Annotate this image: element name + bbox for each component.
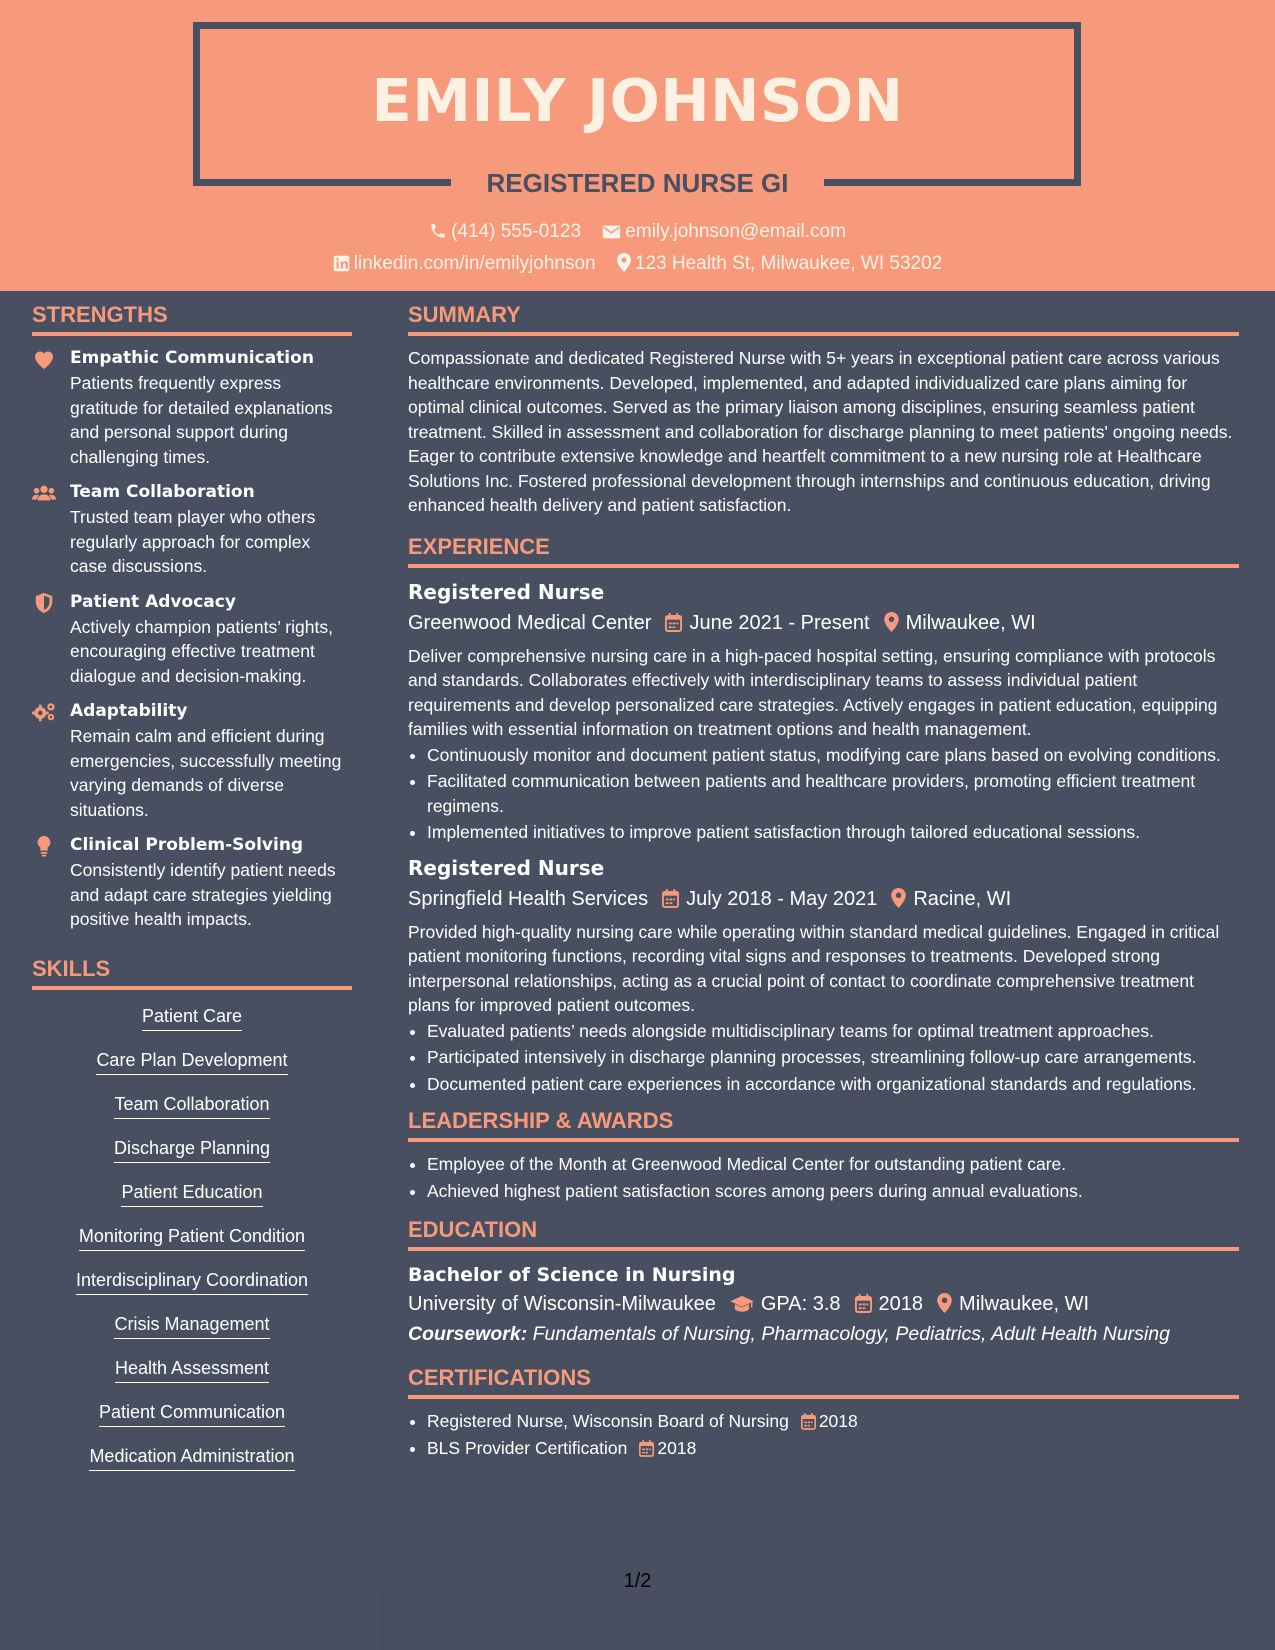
job-dates: July 2018 - May 2021 <box>686 887 878 910</box>
linkedin-contact[interactable] <box>333 251 596 277</box>
strength-title: Clinical Problem-Solving <box>70 835 304 855</box>
job-bullet: • Documented patient care experiences in accordance with organizational standards and regulations. <box>427 1072 1239 1097</box>
job-title: Registered Nurse <box>408 579 605 604</box>
job-bullets <box>408 743 1239 845</box>
linkedin-icon <box>333 255 350 272</box>
users-icon <box>32 482 56 504</box>
education-meta <box>408 1289 1239 1319</box>
skill-tag: Care Plan Development <box>96 1048 287 1075</box>
right-column <box>408 300 1239 1462</box>
job-meta <box>408 884 1239 914</box>
phone-text: (414) 555-0123 <box>451 221 582 242</box>
certification-year: 2018 <box>657 1437 697 1458</box>
calendar-icon <box>665 613 682 632</box>
coursework-list: Fundamentals of Nursing, Pharmacology, Pediatrics, Adult Health Nursing <box>532 1323 1170 1345</box>
job-title-heading: REGISTERED NURSE GI <box>486 168 789 198</box>
map-pin-icon <box>937 1293 952 1313</box>
strength-item <box>32 699 352 822</box>
leadership-item: • Achieved highest patient satisfaction scores among peers during annual evaluations. <box>427 1179 1239 1204</box>
coursework <box>408 1319 1239 1349</box>
calendar-icon <box>662 889 679 908</box>
job-bullet: • Facilitated communication between patients and healthcare providers, promoting efficient treatment regimens. <box>427 769 1239 818</box>
strength-item <box>32 590 352 689</box>
certifications-heading: CERTIFICATIONS <box>408 1363 1239 1399</box>
shield-icon <box>32 592 56 614</box>
school-name: University of Wisconsin-Milwaukee <box>408 1293 716 1315</box>
leadership-list <box>408 1152 1239 1203</box>
certification-item <box>427 1409 1239 1434</box>
job-title: Registered Nurse <box>408 855 605 880</box>
leadership-heading: LEADERSHIP & AWARDS <box>408 1106 1239 1142</box>
calendar-icon <box>639 1440 654 1457</box>
skill-tag: Team Collaboration <box>114 1092 269 1119</box>
address-contact <box>617 251 942 277</box>
skill-tag: Patient Communication <box>99 1400 285 1427</box>
certifications-list <box>408 1409 1239 1460</box>
job-description: Provided high-quality nursing care while operating within standard medical guidelines. Engaged in critical patient monitoring functions, recording vital signs and responses to treatments. Developed strong interpersonal relationships, acting as a crucial point of contact to coordinate comprehensive treatment plans for improved patient outcomes. <box>408 921 1220 1015</box>
skill-tag: Discharge Planning <box>114 1136 270 1163</box>
strength-title: Patient Advocacy <box>70 591 236 612</box>
phone-icon <box>429 222 447 240</box>
header-banner <box>0 0 1275 291</box>
map-pin-icon <box>617 253 631 272</box>
strength-description: Remain calm and efficient during emergencies, successfully meeting varying demands of diverse situations. <box>70 726 342 820</box>
job-entry <box>408 578 1239 845</box>
skill-tag: Patient Education <box>121 1180 262 1207</box>
education-location: Milwaukee, WI <box>959 1293 1090 1315</box>
gpa: GPA: 3.8 <box>760 1293 841 1315</box>
company-name: Greenwood Medical Center <box>408 611 652 634</box>
job-bullet: • Evaluated patients’ needs alongside multidisciplinary teams for optimal treatment approaches. <box>427 1019 1239 1044</box>
job-bullet: • Continuously monitor and document patient status, modifying care plans based on evolving conditions. <box>427 743 1239 768</box>
map-pin-icon <box>891 888 906 908</box>
job-bullets <box>408 1019 1239 1097</box>
gears-icon <box>32 701 56 723</box>
skills-heading: SKILLS <box>32 954 352 990</box>
linkedin-text: linkedin.com/in/emilyjohnson <box>353 253 596 274</box>
education-heading: EDUCATION <box>408 1215 1239 1251</box>
skill-tag: Health Assessment <box>115 1356 269 1383</box>
job-entry <box>408 854 1239 1097</box>
strengths-heading: STRENGTHS <box>32 300 352 336</box>
job-location: Racine, WI <box>913 887 1012 910</box>
strength-description: Trusted team player who others regularly approach for complex case discussions. <box>70 507 316 576</box>
job-bullet: • Implemented initiatives to improve patient satisfaction through tailored educational sessions. <box>427 820 1239 845</box>
certification-name: BLS Provider Certification <box>427 1437 628 1458</box>
map-pin-icon <box>884 612 899 632</box>
skill-tag: Patient Care <box>142 1004 242 1031</box>
strength-item <box>32 480 352 579</box>
email-text: emily.johnson@email.com <box>625 221 846 242</box>
strength-description: Actively champion patients’ rights, encouraging effective treatment dialogue and decision-making. <box>70 616 333 686</box>
certification-item <box>427 1436 1239 1461</box>
degree: Bachelor of Science in Nursing <box>408 1264 736 1286</box>
skill-tag: Medication Administration <box>89 1444 294 1471</box>
strength-item <box>32 833 352 932</box>
job-bullet: • Participated intensively in discharge planning processes, streamlining follow-up care arrangements. <box>427 1045 1239 1070</box>
strength-title: Empathic Communication <box>70 348 314 368</box>
experience-heading: EXPERIENCE <box>408 532 1239 568</box>
contact-line-1 <box>0 219 1275 245</box>
address-text: 123 Health St, Milwaukee, WI 53202 <box>634 253 943 274</box>
graduation-cap-icon <box>730 1295 754 1313</box>
strength-description: Patients frequently express gratitude for detailed explanations and personal support during challenging times. <box>70 373 333 467</box>
job-description: Deliver comprehensive nursing care in a high-paced hospital setting, ensuring compliance with protocols and standards. Collaborates effectively with interdisciplinary teams to assess individual patient requirements and develop personalized care strategies. Actively engages in patient education, equipping families with essential information on treatment options and health management. <box>408 645 1218 739</box>
leadership-item: • Employee of the Month at Greenwood Medical Center for outstanding patient care. <box>427 1152 1239 1177</box>
company-name: Springfield Health Services <box>408 887 649 910</box>
envelope-icon <box>602 224 621 240</box>
left-column <box>32 300 352 1488</box>
lightbulb-icon <box>32 835 56 857</box>
job-dates: June 2021 - Present <box>689 611 870 634</box>
strength-title: Team Collaboration <box>70 482 255 502</box>
job-meta <box>408 608 1239 638</box>
heart-icon <box>32 348 56 370</box>
skill-tag: Monitoring Patient Condition <box>79 1224 305 1251</box>
summary-text: Compassionate and dedicated Registered Nurse with 5+ years in exceptional patient care across various healthcare environments. Developed, implemented, and adapted individualized care plans aiming for optimal clinical outcomes. Served as the primary liaison among disciplines, ensuring seamless patient treatment. Skilled in assessment and collaboration for discharge planning to meet patients' ongoing needs. Eager to contribute extensive knowledge and heartfelt commitment to a new nursing role at Healthcare Solutions Inc. Fostered professional development through internships and continuous education, driving enhanced health delivery and patient satisfaction. <box>408 348 1233 515</box>
job-location: Milwaukee, WI <box>905 611 1036 634</box>
calendar-icon <box>855 1294 872 1313</box>
skills-list <box>32 1000 352 1488</box>
email-contact[interactable] <box>602 219 846 245</box>
column-divider <box>382 1588 383 1650</box>
phone-contact[interactable] <box>429 219 581 245</box>
skill-tag: Interdisciplinary Coordination <box>76 1268 308 1295</box>
skill-tag: Crisis Management <box>114 1312 269 1339</box>
summary-heading: SUMMARY <box>408 300 1239 336</box>
strength-description: Consistently identify patient needs and adapt care strategies yielding positive health impacts. <box>70 860 336 929</box>
contact-line-2 <box>0 251 1275 277</box>
strength-item <box>32 346 352 469</box>
strength-title: Adaptability <box>70 701 188 721</box>
calendar-icon <box>801 1413 816 1430</box>
page-number: 1/2 <box>623 1570 652 1592</box>
certification-name: Registered Nurse, Wisconsin Board of Nursing <box>427 1411 789 1431</box>
graduation-year: 2018 <box>878 1293 924 1315</box>
candidate-name: EMILY JOHNSON <box>371 66 904 135</box>
certification-year: 2018 <box>818 1411 858 1431</box>
coursework-label: Coursework: <box>408 1323 528 1345</box>
